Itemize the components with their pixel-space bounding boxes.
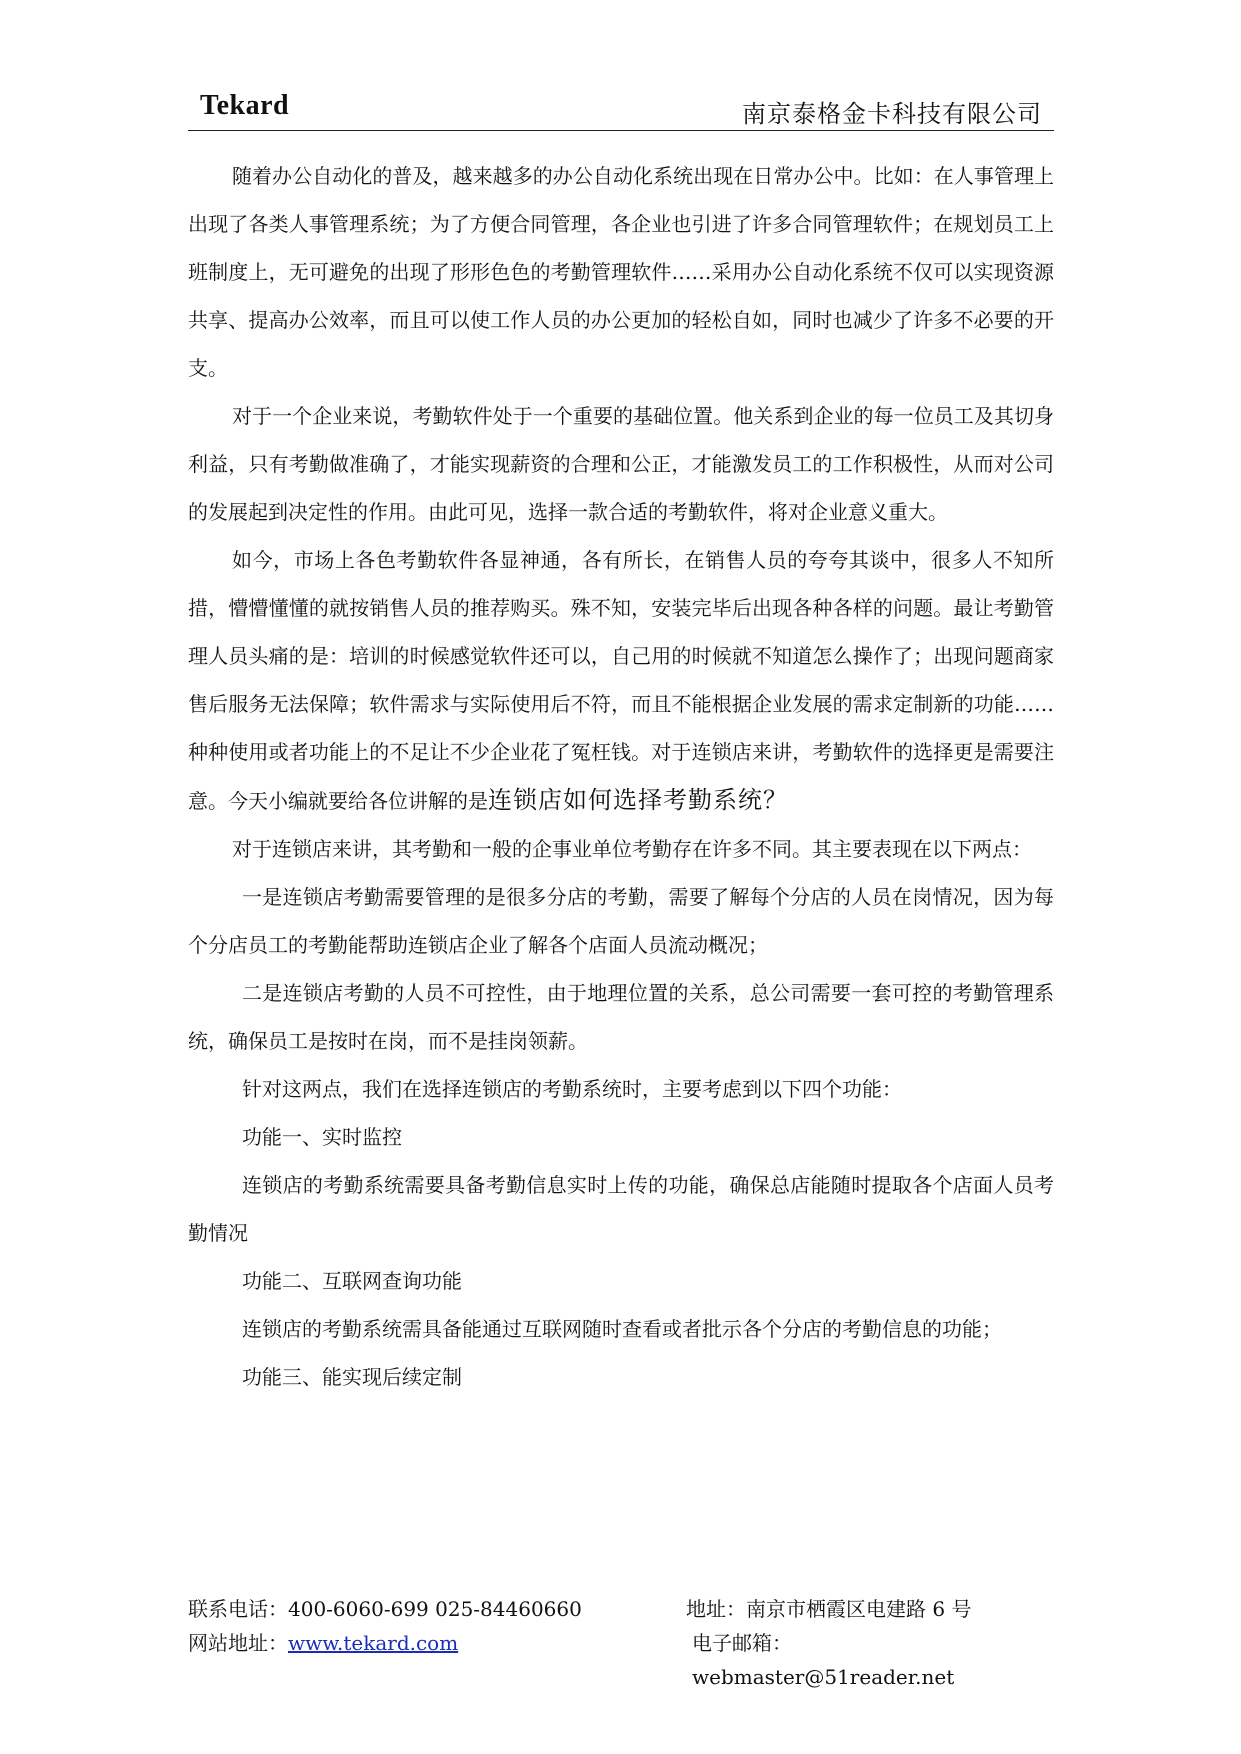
phone-label: 联系电话：	[188, 1597, 288, 1621]
paragraph-point-one: 一是连锁店考勤需要管理的是很多分店的考勤，需要了解每个分店的人员在岗情况，因为每个分店员工的考勤能帮助连锁店企业了解各个店面人员流动概况；	[188, 885, 1054, 957]
topic-heading: 连锁店如何选择考勤系统？	[488, 786, 788, 814]
paragraph-differences: 对于连锁店来讲，其考勤和一般的企事业单位考勤存在许多不同。其主要表现在以下两点：	[232, 837, 1032, 861]
phone-value: 400-6060-699 025-84460660	[288, 1597, 582, 1621]
email-info	[692, 1626, 1054, 1694]
phone-info	[188, 1592, 582, 1626]
paragraph-market	[188, 536, 1054, 825]
document-body	[188, 152, 1054, 1401]
email-label: 电子邮箱：	[692, 1631, 792, 1655]
footer-row-web	[188, 1626, 1054, 1689]
paragraph-point-two: 二是连锁店考勤的人员不可控性，由于地理位置的关系，总公司需要一套可控的考勤管理系统，确保员工是按时在岗，而不是挂岗领薪。	[188, 981, 1054, 1053]
footer-row-contact	[188, 1592, 1054, 1626]
function-one-title: 功能一、实时监控	[242, 1125, 402, 1149]
function-two-description: 连锁店的考勤系统需具备能通过互联网随时查看或者批示各个分店的考勤信息的功能；	[242, 1317, 1002, 1341]
paragraph-market-text: 如今，市场上各色考勤软件各显神通，各有所长，在销售人员的夸夸其谈中，很多人不知所措，懵懵懂懂的就按销售人员的推荐购买。殊不知，安装完毕后出现各种各样的问题。最让考勤管理人员头痛的是：培训的时候感觉软件还可以，自己用的时候就不知道怎么操作了；出现问题商家售后服务无法保障；软件需求与实际使用后不符，而且不能根据企业发展的需求定制新的功能……种种使用或者功能上的不足让不少企业花了冤枉钱。对于连锁店来讲，考勤软件的选择更是需要注意。今天小编就要给各位讲解的是	[188, 548, 1054, 813]
page-header	[188, 92, 1054, 131]
website-label: 网站地址：	[188, 1631, 288, 1655]
paragraph-importance: 对于一个企业来说，考勤软件处于一个重要的基础位置。他关系到企业的每一位员工及其切身利益，只有考勤做准确了，才能实现薪资的合理和公正，才能激发员工的工作积极性，从而对公司的发展起到决定性的作用。由此可见，选择一款合适的考勤软件，将对企业意义重大。	[188, 404, 1054, 524]
function-one-description: 连锁店的考勤系统需要具备考勤信息实时上传的功能，确保总店能随时提取各个店面人员考勤情况	[188, 1173, 1054, 1245]
page-footer	[188, 1592, 1054, 1689]
address-value: 南京市栖霞区电建路 6 号	[746, 1597, 972, 1621]
function-three-title: 功能三、能实现后续定制	[242, 1365, 462, 1389]
address-label: 地址：	[686, 1597, 746, 1621]
email-value: webmaster@51reader.net	[692, 1665, 955, 1689]
function-two-title: 功能二、互联网查询功能	[242, 1269, 462, 1293]
website-link[interactable]: www.tekard.com	[288, 1631, 459, 1655]
paragraph-four-functions: 针对这两点，我们在选择连锁店的考勤系统时，主要考虑到以下四个功能：	[242, 1077, 902, 1101]
paragraph-intro: 随着办公自动化的普及，越来越多的办公自动化系统出现在日常办公中。比如：在人事管理上出现了各类人事管理系统；为了方便合同管理，各企业也引进了许多合同管理软件；在规划员工上班制度上，无可避免的出现了形形色色的考勤管理软件……采用办公自动化系统不仅可以实现资源共享、提高办公效率，而且可以使工作人员的办公更加的轻松自如，同时也减少了许多不必要的开支。	[188, 164, 1054, 380]
company-name: 南京泰格金卡科技有限公司	[742, 100, 1042, 128]
website-info	[188, 1626, 458, 1660]
brand-logo-text: Tekard	[200, 90, 290, 121]
address-info	[686, 1592, 971, 1626]
